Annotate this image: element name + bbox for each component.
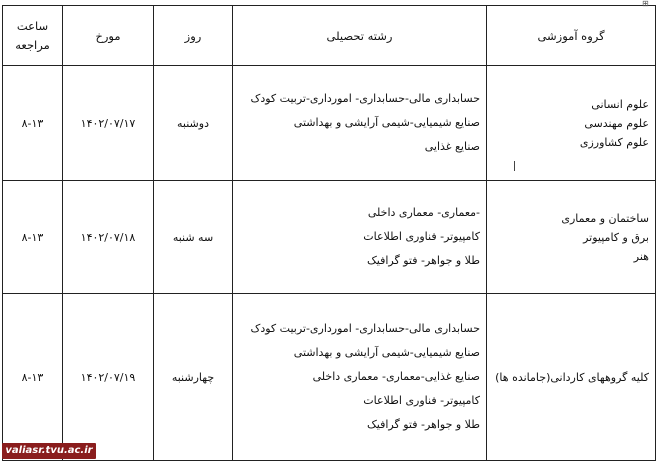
- field-line: کامپیوتر- فناوری اطلاعات: [363, 394, 480, 407]
- field-line: صنایع شیمیایی-شیمی آرایشی و بهداشتی: [293, 346, 480, 359]
- field-line: صنایع شیمیایی-شیمی آرایشی و بهداشتی: [293, 116, 480, 129]
- field-line: طلا و جواهر- فتو گرافیک: [366, 254, 480, 267]
- field-line: حسابداری مالی-حسابداری- امورداری-تربیت کودک: [250, 322, 480, 335]
- table-header-row: [3, 6, 656, 66]
- header-time: [3, 6, 63, 66]
- exam-schedule-table: [2, 5, 656, 461]
- time-cell: ۸-۱۳: [3, 66, 63, 181]
- header-day: روز: [154, 6, 233, 66]
- field-line: صنایع غذایی: [424, 140, 480, 153]
- date-cell: ۱۴۰۲/۰۷/۱۷: [63, 66, 154, 181]
- day-cell: سه شنبه: [154, 181, 233, 294]
- header-group: گروه آموزشی: [487, 6, 656, 66]
- header-time-line1: ساعت: [16, 18, 49, 33]
- site-watermark: valiasr.tvu.ac.ir: [2, 443, 96, 459]
- day-cell: دوشنبه: [154, 66, 233, 181]
- field-cell: [233, 66, 487, 181]
- date-cell: ۱۴۰۲/۰۷/۱۸: [63, 181, 154, 294]
- table-row: [3, 66, 656, 181]
- date-cell: ۱۴۰۲/۰۷/۱۹: [63, 294, 154, 461]
- group-cell: [487, 294, 656, 461]
- text-cursor: [514, 161, 515, 171]
- field-line: -معماری- معماری داخلی: [367, 206, 480, 219]
- time-cell: ۸-۱۳: [3, 181, 63, 294]
- field-line: طلا و جواهر- فتو گرافیک: [366, 418, 480, 431]
- group-line: ساختمان و معماری: [561, 211, 649, 225]
- group-line: هنر: [633, 249, 649, 263]
- header-date: مورخ: [63, 6, 154, 66]
- group-line: برق و کامپیوتر: [583, 230, 649, 244]
- group-cell: [487, 181, 656, 294]
- time-cell: ۸-۱۳: [3, 294, 63, 461]
- field-cell: [233, 294, 487, 461]
- group-cell: [487, 66, 656, 181]
- group-line: کلیه گروههای کاردانی(جامانده ها): [495, 370, 649, 384]
- field-line: صنایع غذایی-معماری- معماری داخلی: [312, 370, 480, 383]
- group-line: علوم مهندسی: [584, 116, 649, 130]
- table-move-handle-icon[interactable]: ⊞: [642, 0, 649, 8]
- group-line: علوم انسانی: [591, 97, 649, 111]
- group-line: علوم کشاورزی: [579, 135, 649, 149]
- table-row: [3, 181, 656, 294]
- field-cell: [233, 181, 487, 294]
- header-time-line2: مراجعه: [15, 37, 50, 52]
- field-line: کامپیوتر- فناوری اطلاعات: [363, 230, 480, 243]
- day-cell: چهارشنبه: [154, 294, 233, 461]
- header-field: رشته تحصیلی: [233, 6, 487, 66]
- table-row: [3, 294, 656, 461]
- field-line: حسابداری مالی-حسابداری- امورداری-تربیت کودک: [250, 92, 480, 105]
